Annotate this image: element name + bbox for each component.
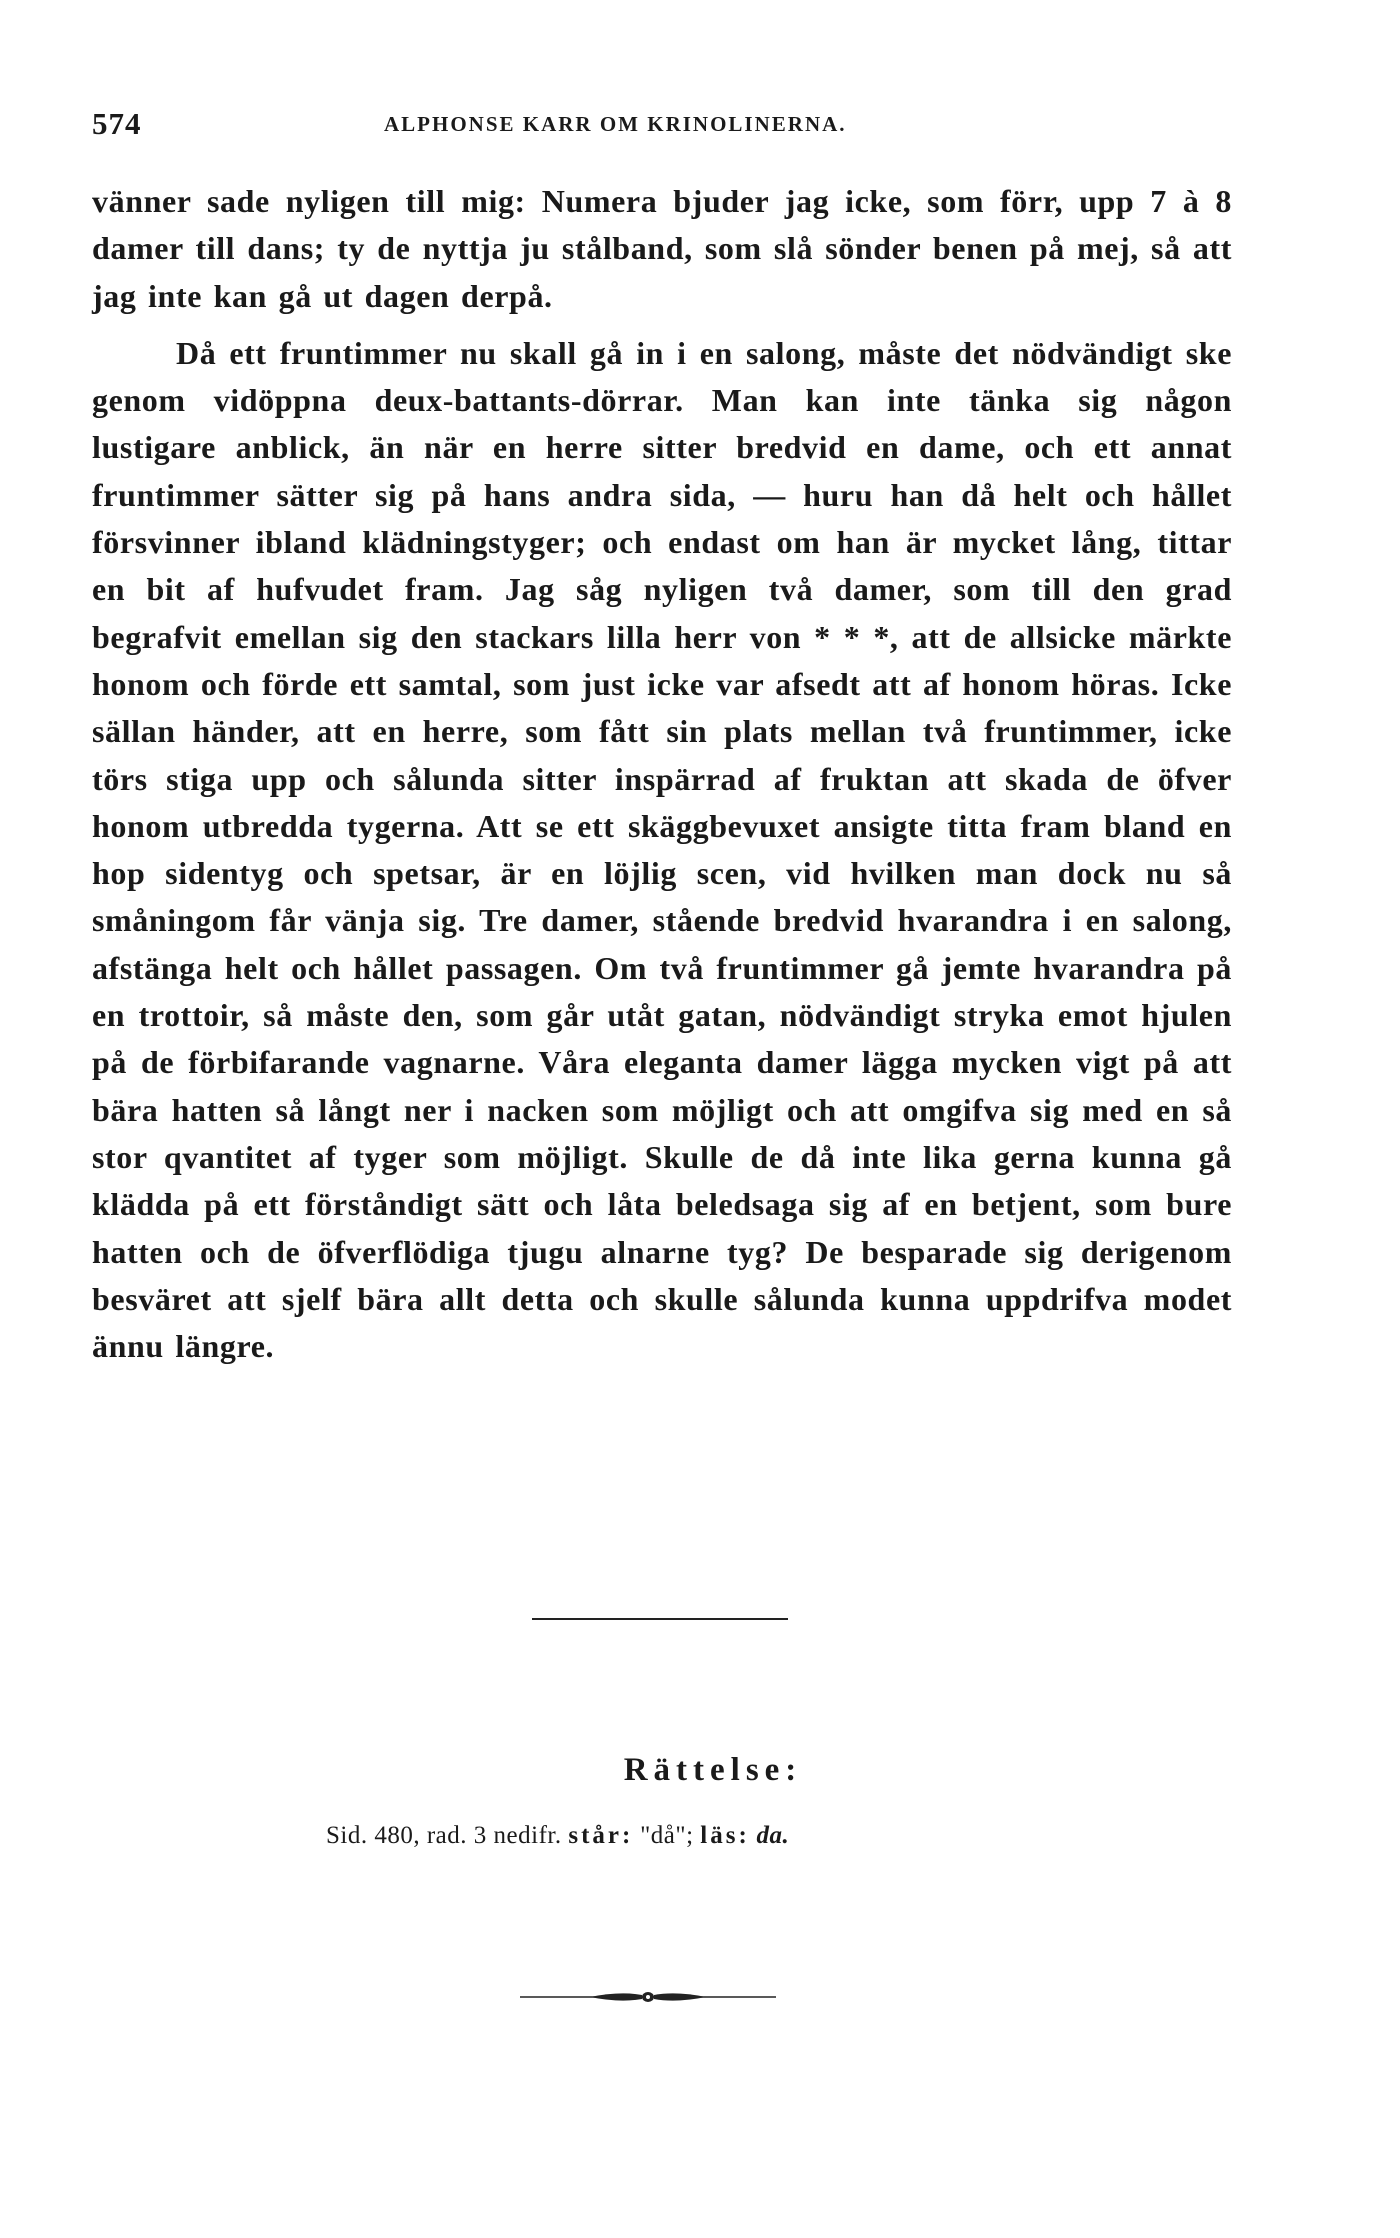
body-text [92, 178, 1232, 1370]
correction-read-label: läs: [700, 1822, 750, 1849]
correction-read-value: da. [756, 1822, 790, 1849]
correction-line [326, 1822, 789, 1850]
correction-stands-label: står: [568, 1822, 634, 1849]
correction-stands-value: "då"; [640, 1822, 694, 1849]
section-divider [532, 1618, 788, 1620]
correction-heading: Rättelse: [623, 1752, 803, 1788]
running-head [92, 106, 1232, 146]
running-title: ALPHONSE KARR OM KRINOLINERNA. [384, 112, 847, 136]
correction-location: Sid. 480, rad. 3 nedifr. [326, 1822, 562, 1849]
ornament-divider [520, 1990, 776, 2004]
page-number: 574 [92, 106, 142, 141]
paragraph: Då ett fruntimmer nu skall gå in i en salong, måste det nödvändigt ske genom vidöppna deux-battants-dörrar. Man kan inte tänka sig någon lustigare anblick, än när en herre sitter bredvid en dame, och ett annat fruntimmer sätter sig på hans andra sida, — huru han då helt och hållet försvinner ibland klädningstyger; och endast om han är mycket lång, tittar en bit af hufvudet fram. Jag såg nyligen två damer, som till den grad begrafvit emellan sig den stackars lilla herr von * * *, att de allsicke märkte honom och förde ett samtal, som just icke var afsedt att af honom höras. Icke sällan händer, att en herre, som fått sin plats mellan två fruntimmer, icke törs stiga upp och sålunda sitter inspärrad af fruktan att skada de öfver honom utbredda tygerna. Att se ett skäggbevuxet ansigte titta fram bland en hop sidentyg och spetsar, är en löjlig scen, vid hvilken man dock nu så småningom får vänja sig. Tre damer, stående bredvid hvarandra i en salong, afstänga helt och hållet passagen. Om två fruntimmer gå jemte hvarandra på en trottoir, så måste den, som går utåt gatan, nödvändigt stryka emot hjulen på de förbifarande vagnarne. Våra eleganta damer lägga mycken vigt på att bära hatten så långt ner i nacken som möjligt och att omgifva sig med en så stor qvantitet af tyger som möjligt. Skulle de då inte lika gerna kunna gå klädda på ett förståndigt sätt och låta beledsaga sig af en betjent, som bure hatten och de öfverflödiga tjugu alnarne tyg? De besparade sig derigenom besväret att sjelf bära allt detta och skulle sålunda kunna uppdrifva modet ännu längre. [92, 334, 1232, 1365]
paragraph-continued: vänner sade nyligen till mig: Numera bjuder jag icke, som förr, upp 7 à 8 damer till dans; ty de nyttja ju stålband, som slå sönder benen på mej, så att jag inte kan gå ut dagen derpå. [92, 183, 1232, 314]
